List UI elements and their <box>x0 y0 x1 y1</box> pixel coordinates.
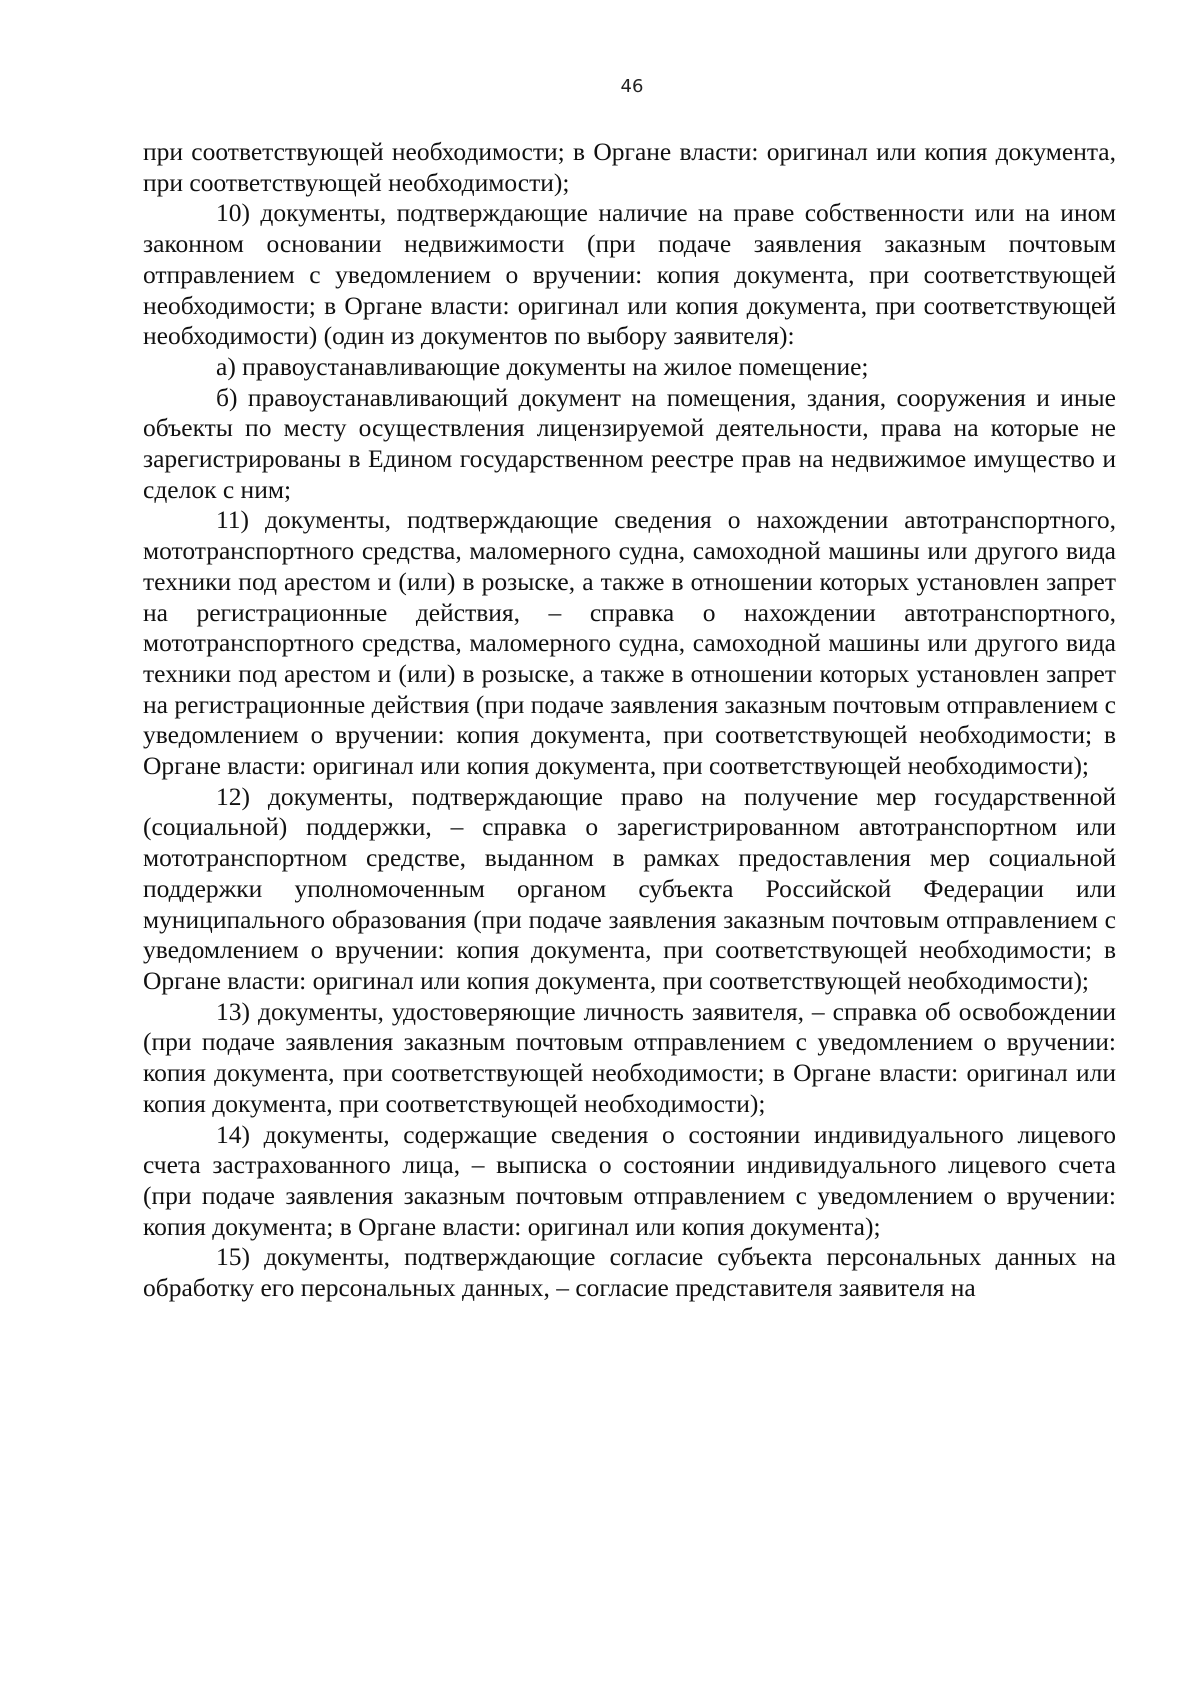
document-body <box>143 137 1116 1304</box>
paragraph: б) правоустанавливающий документ на помещения, здания, сооружения и иные объекты по месту осуществления лицензируемой деятельности, права на которые не зарегистрированы в Едином государственном реестре прав на недвижимое имущество и сделок с ним; <box>143 382 1116 504</box>
paragraph: 15) документы, подтверждающие согласие субъекта персональных данных на обработку его персональных данных, – согласие представителя заявителя на <box>143 1242 1116 1303</box>
paragraph: 14) документы, содержащие сведения о состоянии индивидуального лицевого счета застрахованного лица, – выписка о состоянии индивидуального лицевого счета (при подаче заявления заказным почтовым отправлением с уведомлением о вручении: копия документа; в Органе власти: оригинал или копия документа); <box>143 1119 1116 1241</box>
paragraph: 10) документы, подтверждающие наличие на праве собственности или на ином законном основании недвижимости (при подаче заявления заказным почтовым отправлением с уведомлением о вручении: копия документа, при соответствующей необходимости; в Органе власти: оригинал или копия документа, при соответствующей необходимости) (один из документов по выбору заявителя): <box>143 198 1116 351</box>
paragraph: 12) документы, подтверждающие право на получение мер государственной (социальной) поддержки, – справка о зарегистрированном автотранспортном или мототранспортном средстве, выданном в рамках предоставления мер социальной поддержки уполномоченным органом субъекта Российской Федерации или муниципального образования (при подаче заявления заказным почтовым отправлением с уведомлением о вручении: копия документа, при соответствующей необходимости; в Органе власти: оригинал или копия документа, при соответствующей необходимости); <box>143 781 1116 995</box>
paragraph: при соответствующей необходимости; в Органе власти: оригинал или копия документа, при соответствующей необходимости); <box>143 137 1116 197</box>
page-number: 46 <box>620 76 644 97</box>
paragraph: 13) документы, удостоверяющие личность заявителя, – справка об освобождении (при подаче заявления заказным почтовым отправлением с уведомлением о вручении: копия документа, при соответствующей необходимости; в Органе власти: оригинал или копия документа, при соответствующей необходимости); <box>143 996 1116 1118</box>
paragraph: 11) документы, подтверждающие сведения о нахождении автотранспортного, мототранспортного средства, маломерного судна, самоходной машины или другого вида техники под арестом и (или) в розыске, а также в отношении которых установлен запрет на регистрационные действия, – справка о нахождении автотранспортного, мототранспортного средства, маломерного судна, самоходной машины или другого вида техники под арестом и (или) в розыске, а также в отношении которых установлен запрет на регистрационные действия (при подаче заявления заказным почтовым отправлением с уведомлением о вручении: копия документа, при соответствующей необходимости; в Органе власти: оригинал или копия документа, при соответствующей необходимости); <box>143 505 1116 781</box>
paragraph: а) правоустанавливающие документы на жилое помещение; <box>216 351 869 381</box>
